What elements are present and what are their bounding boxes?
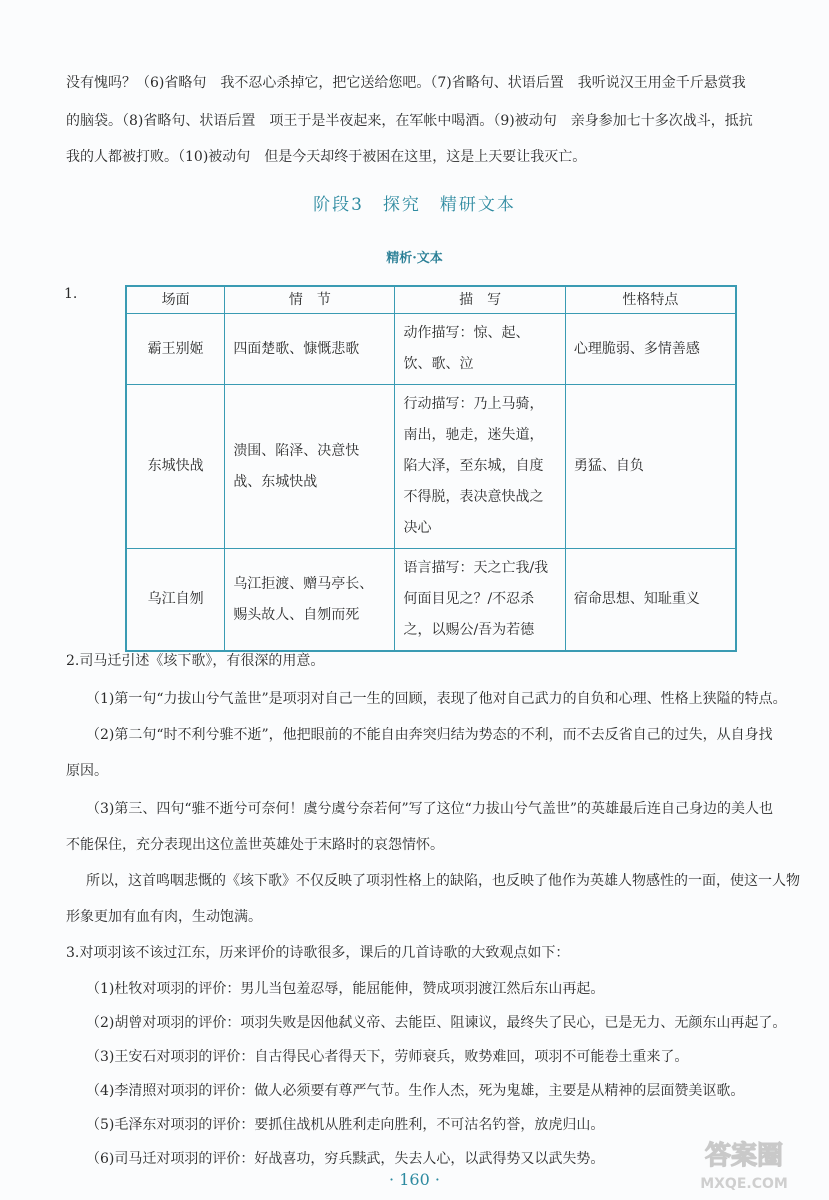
answer-line-1: 没有愧吗？（6)省略句 我不忍心杀掉它，把它送给您吧。（7)省略句、状语后置 我听说汉王用金千斤悬赏我 [66, 75, 746, 91]
q2-paragraph: （2)第二句“时不利兮骓不逝”，他把眼前的不能自由奔突归结为势态的不利，而不去反省自己的过失，从自身找 [86, 727, 773, 743]
character-analysis-table [125, 285, 737, 652]
table-cell-character: 心理脆弱、多情善感 [565, 314, 736, 385]
q3-item: （3)王安石对项羽的评价：自古得民心者得天下，劳师衰兵，败势难回，项羽不可能卷土重来了。 [86, 1049, 689, 1065]
section-title: 阶段3 探究 精研文本 [313, 195, 516, 215]
watermark-logo [669, 1132, 819, 1194]
question-1-number: 1. [64, 286, 78, 302]
table-cell-plot: 乌江拒渡、赠马亭长、赐头故人、自刎而死 [225, 549, 395, 652]
q3-item: （6)司马迁对项羽的评价：好战喜功，穷兵黩武，失去人心，以武得势又以武失势。 [86, 1151, 605, 1167]
table-cell-character: 宿命思想、知耻重义 [565, 549, 736, 652]
table-row [126, 385, 736, 549]
question-2-heading: 2.司马迁引述《垓下歌》，有很深的用意。 [66, 653, 325, 669]
q2-paragraph: （1)第一句“力拔山兮气盖世”是项羽对自己一生的回顾，表现了他对自己武力的自负和心理、性格上狭隘的特点。 [86, 691, 787, 707]
table-cell-scene: 东城快战 [126, 385, 225, 549]
table-cell-plot: 溃围、陷泽、决意快战、东城快战 [225, 385, 395, 549]
q3-item: （5)毛泽东对项羽的评价：要抓住战机从胜利走向胜利，不可沽名钓誉，放虎归山。 [86, 1117, 605, 1133]
table-cell-description: 语言描写：天之亡我/我何面目见之？/不忍杀之，以赐公/吾为若德 [395, 549, 565, 652]
q2-paragraph: （3)第三、四句“骓不逝兮可奈何！虞兮虞兮奈若何”写了这位“力拔山兮气盖世”的英雄最后连自己身边的美人也 [86, 801, 773, 817]
answer-line-3: 我的人都被打败。（10)被动句 但是今天却终于被困在这里，这是上天要让我灭亡。 [66, 149, 587, 165]
section-subtitle: 精析·文本 [386, 251, 443, 266]
page-number: · 160 · [389, 1170, 440, 1189]
q2-paragraph: 原因。 [66, 763, 108, 779]
q3-item: （2)胡曾对项羽的评价：项羽失败是因他弑义帝、去能臣、阻谏议，最终失了民心，已是无力、无颜东山再起了。 [86, 1015, 787, 1031]
table-header: 情 节 [225, 286, 395, 314]
table-header: 性格特点 [565, 286, 736, 314]
table-cell-description: 动作描写：惊、起、饮、歌、泣 [395, 314, 565, 385]
question-3-heading: 3.对项羽该不该过江东，历来评价的诗歌很多，课后的几首诗歌的大致观点如下： [66, 945, 570, 961]
q2-paragraph: 形象更加有血有肉，生动饱满。 [66, 909, 262, 925]
q2-paragraph: 不能保住，充分表现出这位盖世英雄处于末路时的哀怨情怀。 [66, 837, 444, 853]
table-cell-scene: 乌江自刎 [126, 549, 225, 652]
table-row [126, 549, 736, 652]
table-header: 描 写 [395, 286, 565, 314]
table-cell-character: 勇猛、自负 [565, 385, 736, 549]
table-cell-description: 行动描写：乃上马骑，南出，驰走，迷失道，陷大泽，至东城，自度不得脱，表决意快战之决心 [395, 385, 565, 549]
q2-paragraph: 所以，这首鸣咽悲慨的《垓下歌》不仅反映了项羽性格上的缺陷，也反映了他作为英雄人物感性的一面，使这一人物 [86, 873, 800, 889]
table-cell-scene: 霸王别姬 [126, 314, 225, 385]
watermark-url: MXQE.COM [700, 1176, 788, 1192]
table-cell-plot: 四面楚歌、慷慨悲歌 [225, 314, 395, 385]
table-row [126, 314, 736, 385]
answer-line-2: 的脑袋。（8)省略句、状语后置 项王于是半夜起来，在军帐中喝酒。（9)被动句 亲身参加七十多次战斗，抵抗 [66, 113, 753, 129]
table-header-row [126, 286, 736, 314]
table-header: 场面 [126, 286, 225, 314]
watermark-text: 答案圈 [704, 1141, 784, 1171]
q3-item: （4)李清照对项羽的评价：做人必须要有尊严气节。生作人杰，死为鬼雄，主要是从精神的层面赞美讴歌。 [86, 1083, 745, 1099]
q3-item: （1)杜牧对项羽的评价：男儿当包羞忍辱，能屈能伸，赞成项羽渡江然后东山再起。 [86, 981, 605, 997]
